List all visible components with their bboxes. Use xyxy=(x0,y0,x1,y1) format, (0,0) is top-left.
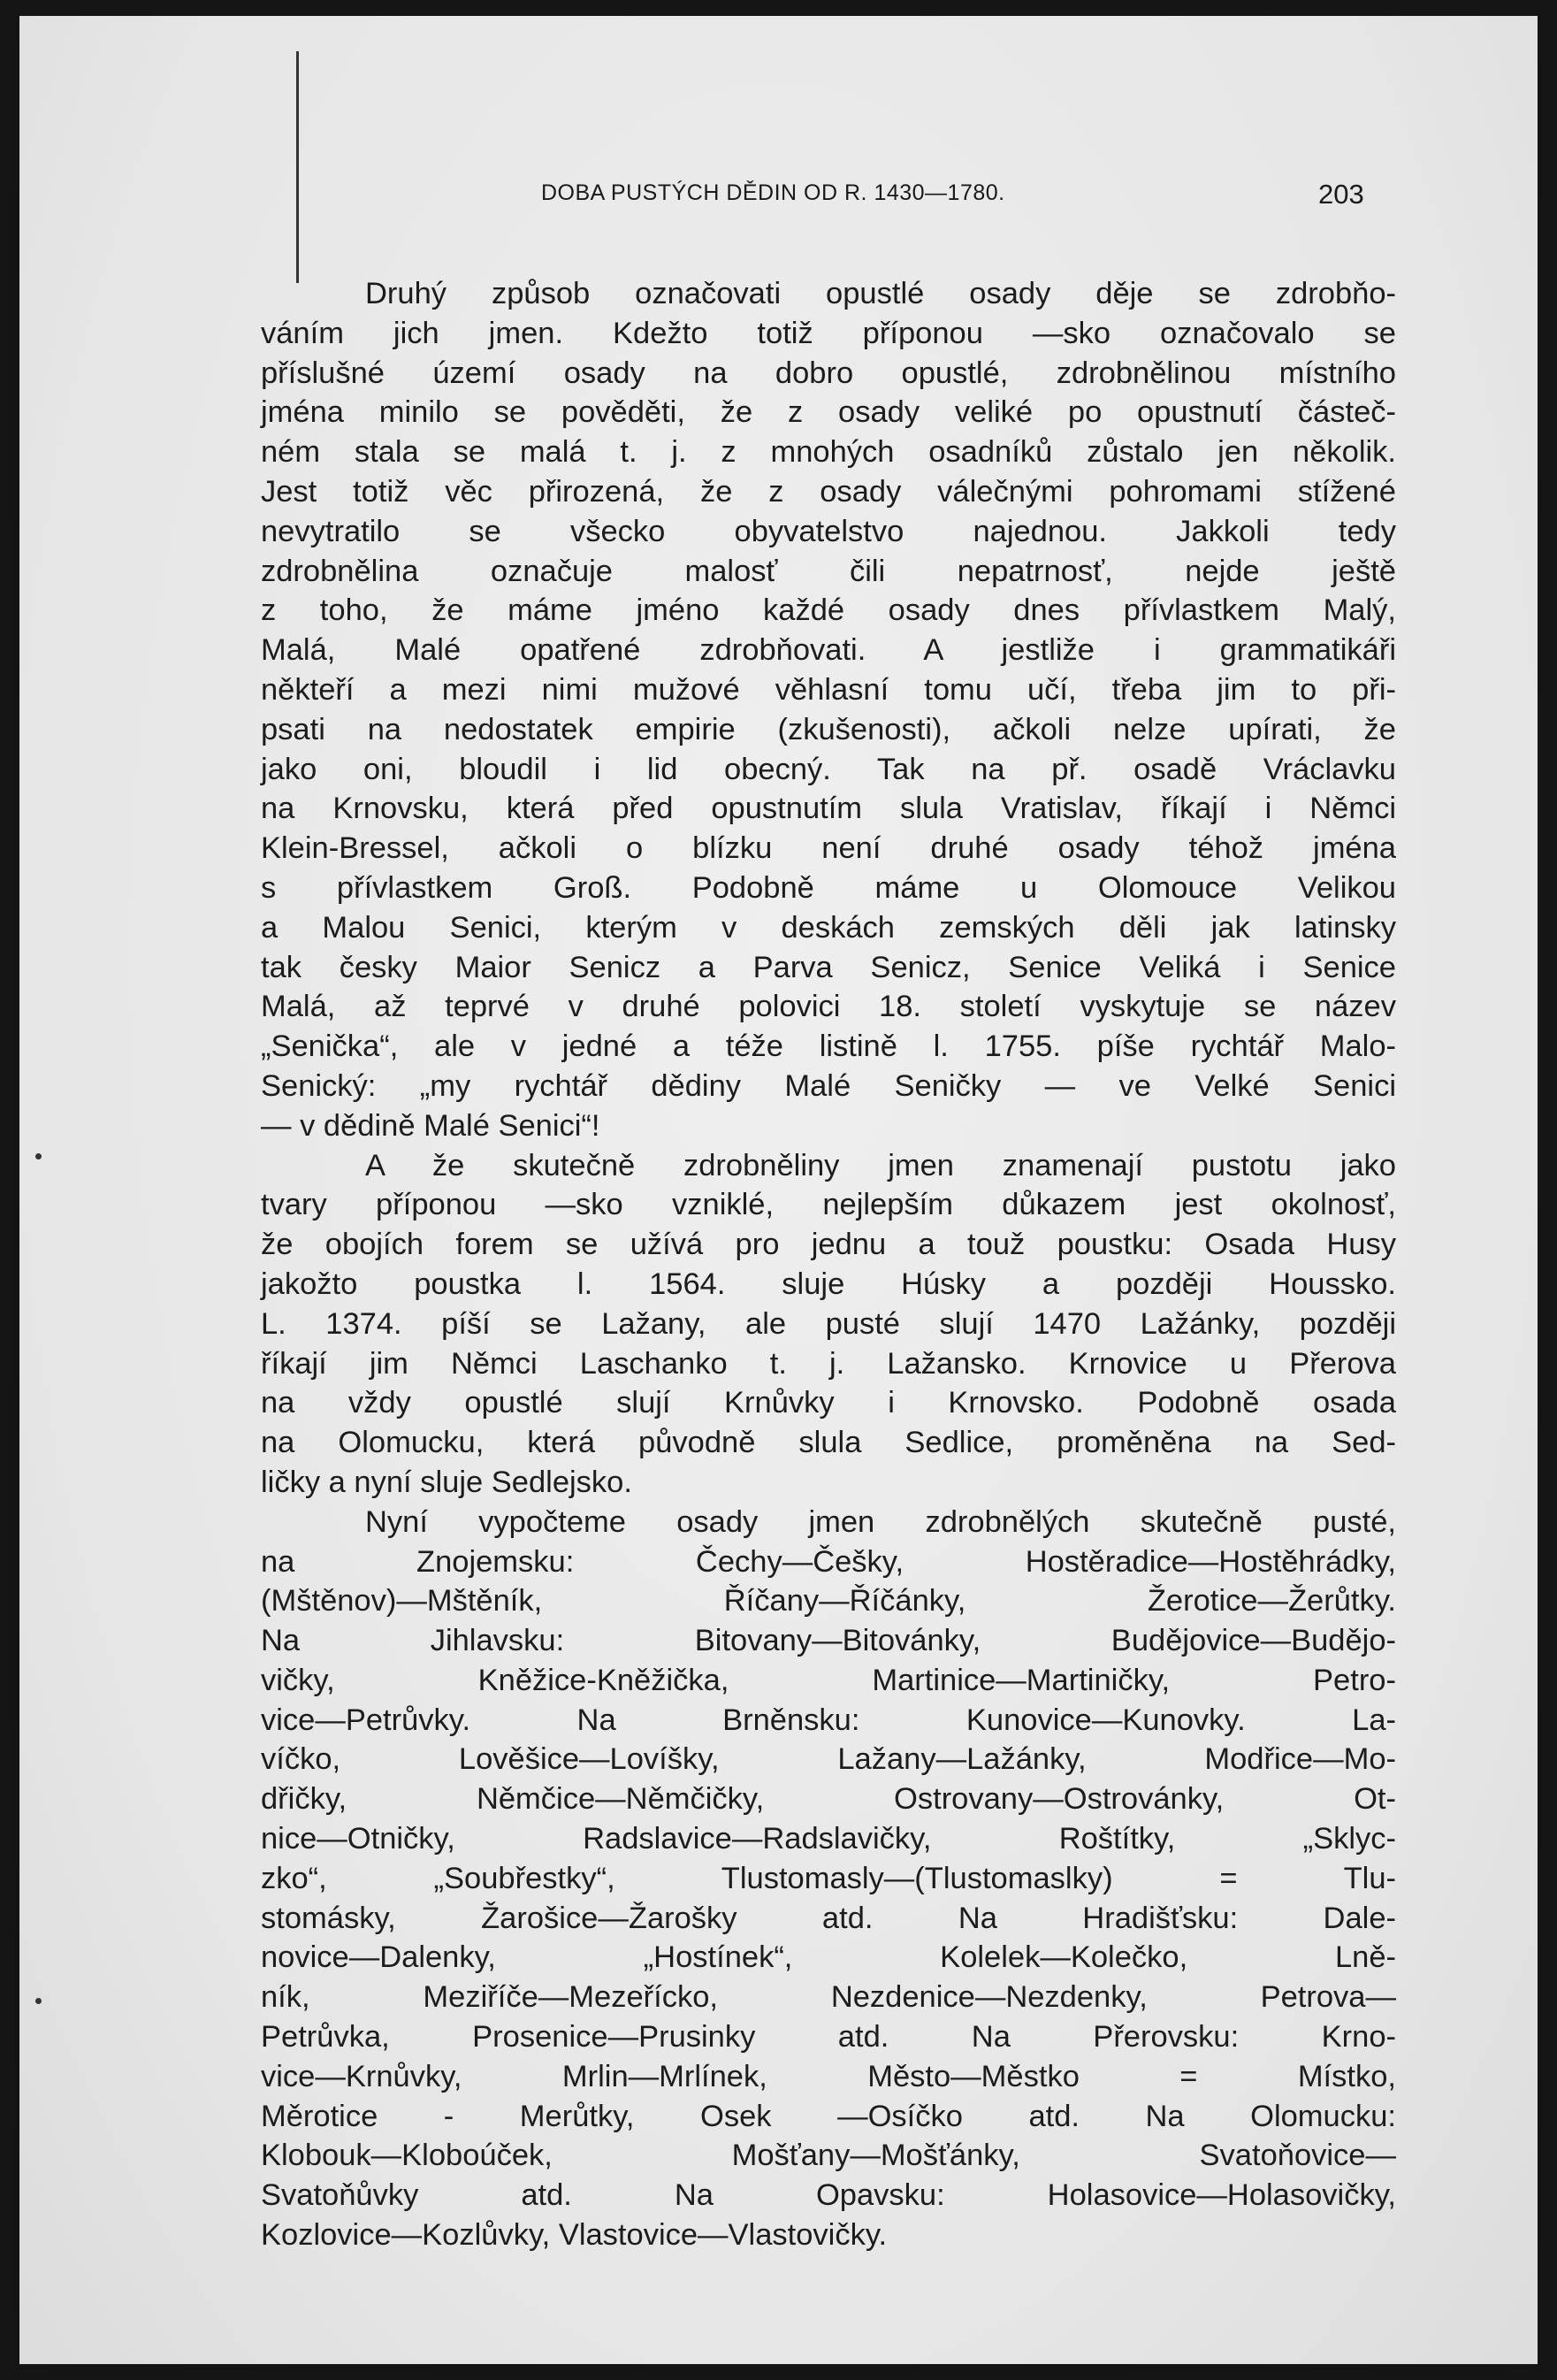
text-line: váním jich jmen. Kdežto totiž příponou —sko označovalo se xyxy=(261,316,1396,350)
text-line: s přívlastkem Groß. Podobně máme u Olomouce Velikou xyxy=(261,870,1396,905)
text-line: na Olomucku, která původně slula Sedlice, proměněna na Sed- xyxy=(261,1426,1396,1460)
text-line: (Mštěnov)—Mštěník, Říčany—Říčánky, Žerotice—Žerůtky. xyxy=(261,1584,1396,1619)
text-line: Jest totiž věc přirozená, že z osady válečnými pohromami stížené xyxy=(261,474,1396,509)
text-line: A že skutečně zdrobněliny jmen znamenají pustotu jako xyxy=(365,1148,1396,1182)
text-line: zdrobnělina označuje malosť čili nepatrnosť, nejde ještě xyxy=(261,554,1396,588)
page-number: 203 xyxy=(1318,179,1364,210)
text-line: nice—Otničky, Radslavice—Radslavičky, Roštítky, „Sklyc- xyxy=(261,1822,1396,1856)
text-line: Malá, až teprvé v druhé polovici 18. století vyskytuje se název xyxy=(261,990,1396,1024)
text-line: — v dědině Malé Senici“! xyxy=(261,1108,600,1143)
text-line: na Krnovsku, která před opustnutím slula Vratislav, říkají i Němci xyxy=(261,792,1396,826)
body-text xyxy=(261,274,1396,2255)
text-line: Klobouk—Kloboúček, Mošťany—Mošťánky, Svatoňovice— xyxy=(261,2139,1396,2173)
text-line: říkají jim Němci Laschanko t. j. Lažansko. Krnovice u Přerova xyxy=(261,1346,1396,1381)
text-line: dřičky, Němčice—Němčičky, Ostrovany—Ostrovánky, Ot- xyxy=(261,1782,1396,1817)
book-page xyxy=(19,16,1538,2364)
binding-rule xyxy=(296,51,299,283)
text-line: zko“, „Soubřestky“, Tlustomasly—(Tlustomaslky) = Tlu- xyxy=(261,1861,1396,1895)
text-line: vice—Krnůvky, Mrlin—Mrlínek, Město—Městko = Místko, xyxy=(261,2059,1396,2093)
text-line: L. 1374. píší se Lažany, ale pusté slují 1470 Lažánky, později xyxy=(261,1306,1396,1341)
text-line: jména minilo se pověděti, že z osady veliké po opustnutí částeč- xyxy=(261,395,1396,430)
page-header xyxy=(19,180,1538,216)
text-line: tvary příponou —sko vzniklé, nejlepším důkazem jest okolnosť, xyxy=(261,1188,1396,1222)
text-line: z toho, že máme jméno každé osady dnes přívlastkem Malý, xyxy=(261,593,1396,628)
text-line: ník, Meziříče—Mezeřícko, Nezdenice—Nezdenky, Petrova— xyxy=(261,1980,1396,2015)
text-line: Na Jihlavsku: Bitovany—Bitovánky, Budějovice—Budějo- xyxy=(261,1624,1396,1658)
text-line: jakožto poustka l. 1564. sluje Húsky a později Houssko. xyxy=(261,1267,1396,1301)
text-line: Měrotice - Merůtky, Osek —Osíčko atd. Na Olomucku: xyxy=(261,2099,1396,2133)
text-line: a Malou Senici, kterým v deskách zemských děli jak latinsky xyxy=(261,910,1396,945)
text-line: Nyní vypočteme osady jmen zdrobnělých skutečně pusté, xyxy=(365,1504,1396,1539)
text-line: ném stala se malá t. j. z mnohých osadníků zůstalo jen několik. xyxy=(261,435,1396,470)
text-line: někteří a mezi nimi mužové věhlasní tomu učí, třeba jim to při- xyxy=(261,672,1396,707)
text-line: vice—Petrůvky. Na Brněnsku: Kunovice—Kunovky. La- xyxy=(261,1703,1396,1737)
text-line: jako oni, bloudil i lid obecný. Tak na př. osadě Vráclavku xyxy=(261,752,1396,786)
text-line: Senický: „my rychtář dědiny Malé Seničky — ve Velké Senici xyxy=(261,1068,1396,1103)
text-line: ličky a nyní sluje Sedlejsko. xyxy=(261,1465,632,1499)
margin-mark xyxy=(35,1153,42,1159)
text-line: vičky, Kněžice-Kněžička, Martinice—Martiničky, Petro- xyxy=(261,1663,1396,1697)
text-line: víčko, Lověšice—Lovíšky, Lažany—Lažánky, Modřice—Mo- xyxy=(261,1742,1396,1777)
text-line: tak česky Maior Senicz a Parva Senicz, Senice Veliká i Senice xyxy=(261,950,1396,984)
text-line: novice—Dalenky, „Hostínek“, Kolelek—Kolečko, Lně- xyxy=(261,1940,1396,1975)
text-line: na Znojemsku: Čechy—Češky, Hostěradice—Hostěhrádky, xyxy=(261,1544,1396,1579)
text-line: stomásky, Žarošice—Žarošky atd. Na Hradišťsku: Dale- xyxy=(261,1901,1396,1935)
text-line: Petrůvka, Prosenice—Prusinky atd. Na Přerovsku: Krno- xyxy=(261,2020,1396,2055)
text-line: Druhý způsob označovati opustlé osady děje se zdrobňo- xyxy=(365,277,1396,310)
text-line: Klein-Bressel, ačkoli o blízku není druhé osady téhož jména xyxy=(261,831,1396,866)
text-line: nevytratilo se všecko obyvatelstvo najednou. Jakkoli tedy xyxy=(261,514,1396,548)
text-line: Svatoňůvky atd. Na Opavsku: Holasovice—Holasovičky, xyxy=(261,2178,1396,2213)
text-line: Malá, Malé opatřené zdrobňovati. A jestliže i grammatikáři xyxy=(261,633,1396,668)
text-line: psati na nedostatek empirie (zkušenosti), ačkoli nelze upírati, že xyxy=(261,712,1396,746)
margin-mark xyxy=(35,1998,42,2004)
text-line: Kozlovice—Kozlůvky, Vlastovice—Vlastovičky. xyxy=(261,2218,888,2253)
text-line: „Senička“, ale v jedné a téže listině l. 1755. píše rychtář Malo- xyxy=(261,1029,1396,1064)
running-head: DOBA PUSTÝCH DĚDIN OD R. 1430—1780. xyxy=(541,180,1005,205)
text-line: na vždy opustlé slují Krnůvky i Krnovsko. Podobně osada xyxy=(261,1386,1396,1420)
text-line: příslušné území osady na dobro opustlé, zdrobnělinou místního xyxy=(261,356,1396,390)
text-line: že obojích forem se užívá pro jednu a touž poustku: Osada Husy xyxy=(261,1228,1396,1262)
